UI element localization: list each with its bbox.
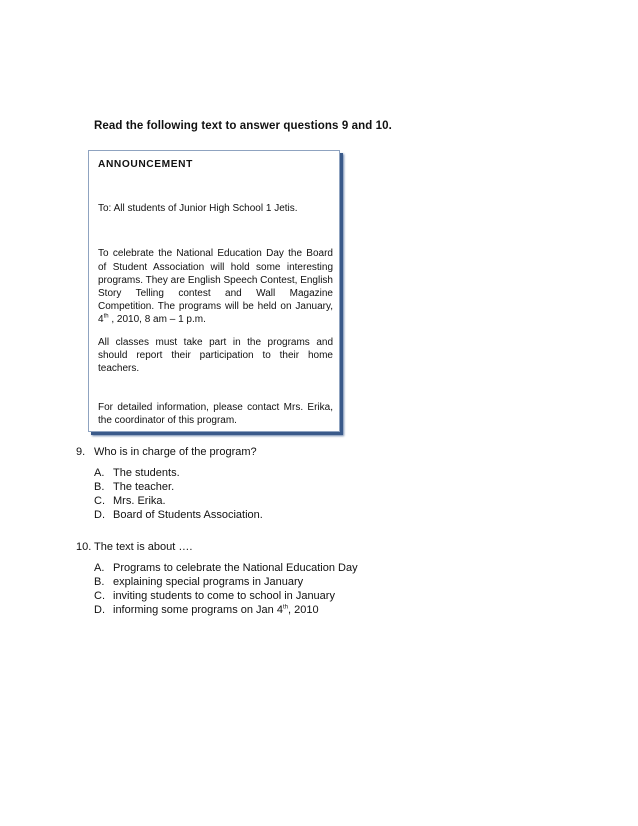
ordinal-suffix: th xyxy=(282,604,288,611)
option-letter: C. xyxy=(94,590,105,602)
announcement-paragraph-2: All classes must take part in the programs and should report their participation to their home teachers. xyxy=(98,336,333,375)
paragraph-1-date-time: , 2010, 8 am – 1 p.m. xyxy=(108,314,206,326)
question-9 xyxy=(76,445,263,522)
answer-options xyxy=(76,466,263,522)
option-b[interactable] xyxy=(94,575,358,589)
option-letter: B. xyxy=(94,576,105,588)
option-text-wrapper xyxy=(113,603,319,617)
option-c[interactable] xyxy=(94,589,358,603)
announcement-title: ANNOUNCEMENT xyxy=(98,159,193,170)
option-letter: A. xyxy=(94,562,105,574)
option-text: inviting students to come to school in January xyxy=(113,590,335,602)
question-text: Who is in charge of the program? xyxy=(94,446,257,458)
option-text-year: , 2010 xyxy=(287,604,319,616)
announcement-paragraph-1 xyxy=(98,247,333,326)
ordinal-suffix: th xyxy=(103,314,109,321)
question-10 xyxy=(76,540,358,617)
option-text: informing some programs on Jan 4 xyxy=(113,604,283,616)
option-d[interactable] xyxy=(94,508,263,522)
announcement-paragraph-3: For detailed information, please contact Mrs. Erika, the coordinator of this program. xyxy=(98,402,333,427)
option-d[interactable] xyxy=(94,603,358,617)
question-number: 10. xyxy=(76,541,92,553)
option-text: Mrs. Erika. xyxy=(113,495,166,507)
option-text: explaining special programs in January xyxy=(113,576,304,588)
announcement-recipient: To: All students of Junior High School 1 Jetis. xyxy=(98,203,298,215)
option-letter: D. xyxy=(94,604,105,616)
option-letter: C. xyxy=(94,495,105,507)
question-text: The text is about …. xyxy=(94,541,193,553)
question-number: 9. xyxy=(76,446,86,458)
paragraph-1-main: To celebrate the National Education Day the Board of Student Association will hold some interesting programs. They are English Speech Contest, English Story Telling contest and Wall Magazine Competition. The programs will be held on January, 4 xyxy=(98,248,333,326)
option-text: Programs to celebrate the National Education Day xyxy=(113,562,358,574)
option-letter: D. xyxy=(94,509,105,521)
option-letter: B. xyxy=(94,481,105,493)
option-b[interactable] xyxy=(94,480,263,494)
option-letter: A. xyxy=(94,467,105,479)
announcement-box xyxy=(88,150,340,432)
option-c[interactable] xyxy=(94,494,263,508)
instruction-text: Read the following text to answer questions 9 and 10. xyxy=(94,120,392,132)
option-text: The students. xyxy=(113,467,180,479)
option-a[interactable] xyxy=(94,561,358,575)
option-text: Board of Students Association. xyxy=(113,509,263,521)
option-text: The teacher. xyxy=(113,481,175,493)
option-a[interactable] xyxy=(94,466,263,480)
answer-options xyxy=(76,561,358,617)
